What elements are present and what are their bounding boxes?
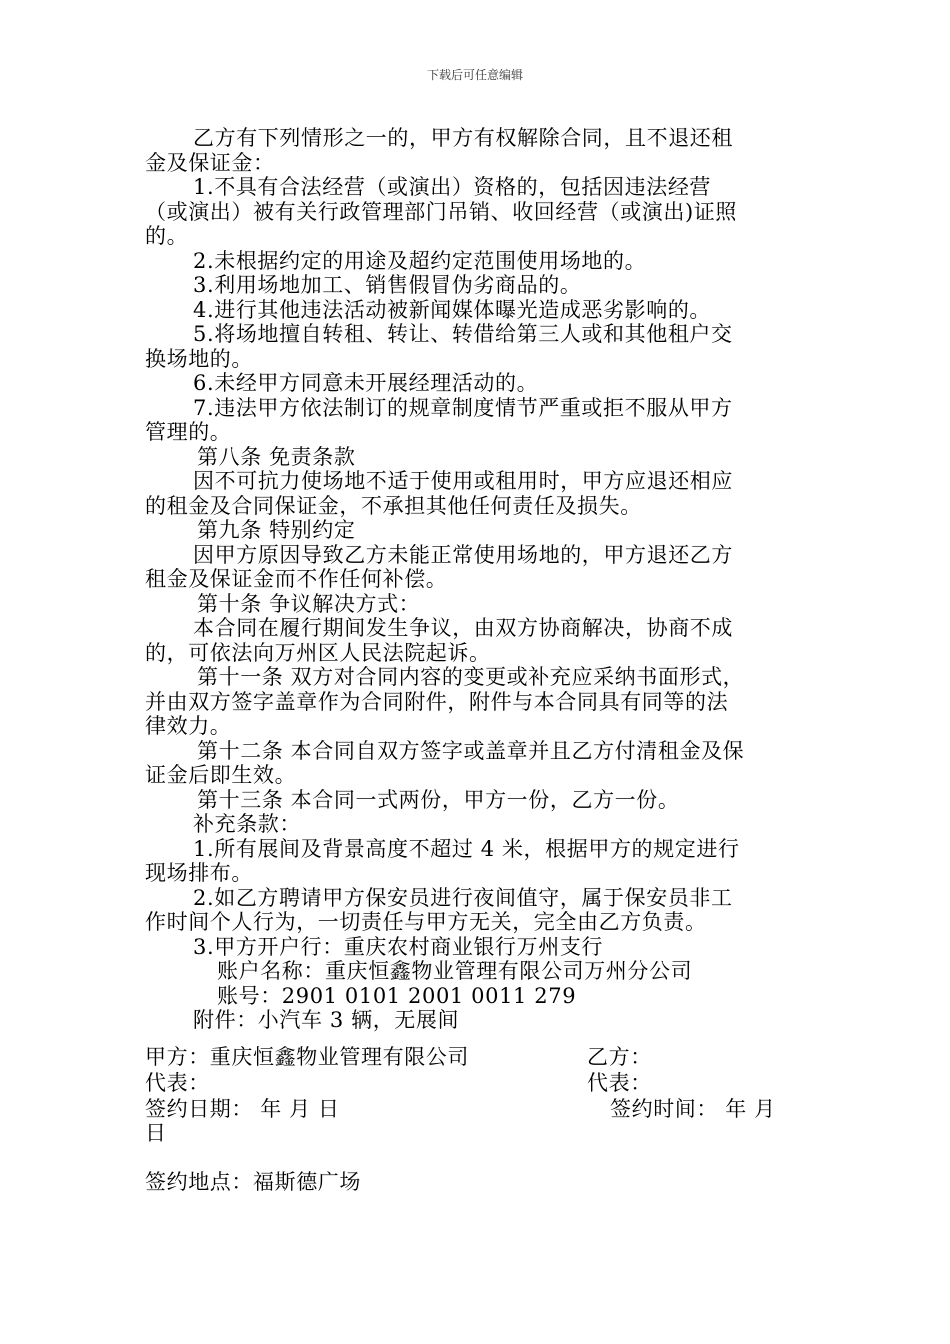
body-line: 租金及保证金而不作任何补偿。 — [145, 567, 448, 591]
body-line: 的租金及合同保证金，不承担其他任何责任及损失。 — [145, 493, 642, 518]
signing-date: 签约日期： 年 月 日 — [145, 1097, 340, 1121]
body-line: 账号：2901 0101 2001 0011 279 — [217, 983, 577, 1008]
signing-place: 签约地点：福斯德广场 — [145, 1170, 361, 1194]
body-line: 第九条 特别约定 — [197, 518, 356, 542]
body-line: 3.利用场地加工、销售假冒伪劣商品的。 — [193, 273, 582, 297]
body-line: 4.进行其他违法活动被新闻媒体曝光造成恶劣影响的。 — [193, 297, 712, 322]
body-line: 7.违法甲方依法制订的规章制度情节严重或拒不服从甲方 — [193, 395, 733, 420]
body-line: 1.不具有合法经营（或演出）资格的，包括因违法经营 — [193, 175, 712, 199]
body-line: 1.所有展间及背景高度不超过 4 米，根据甲方的规定进行 — [193, 836, 740, 861]
body-line: 乙方有下列情形之一的，甲方有权解除合同，且不退还租 — [193, 126, 733, 150]
body-line: 管理的。 — [145, 420, 232, 444]
body-line: 第十二条 本合同自双方签字或盖章并且乙方付清租金及保 — [197, 738, 745, 763]
body-line: 律效力。 — [145, 714, 232, 738]
body-line: 现场排布。 — [145, 861, 253, 885]
body-line: 因不可抗力使场地不适于使用或租用时，甲方应退还相应 — [193, 469, 733, 493]
party-a-label: 甲方：重庆恒鑫物业管理有限公司 — [145, 1045, 469, 1069]
party-b-label: 乙方： — [587, 1045, 652, 1069]
body-line: 补充条款： — [193, 812, 301, 836]
body-line: 6.未经甲方同意未开展经理活动的。 — [193, 371, 539, 395]
body-line: 第十条 争议解决方式： — [197, 591, 421, 616]
body-line: 金及保证金： — [145, 150, 275, 175]
body-line: 附件：小汽车 3 辆，无展间 — [193, 1008, 460, 1032]
body-line: 3.甲方开户行：重庆农村商业银行万州支行 — [193, 934, 604, 959]
body-line: 2.未根据约定的用途及超约定范围使用场地的。 — [193, 248, 647, 273]
body-line: 换场地的。 — [145, 346, 253, 371]
signing-time-continued: 日 — [145, 1121, 167, 1145]
body-line: 5.将场地擅自转租、转让、转借给第三人或和其他租户交 — [193, 322, 733, 346]
body-line: 2.如乙方聘请甲方保安员进行夜间值守，属于保安员非工 — [193, 885, 733, 910]
body-line: 的。 — [145, 224, 189, 248]
body-line: 第十一条 双方对合同内容的变更或补充应采纳书面形式， — [197, 665, 745, 689]
body-line: 账户名称：重庆恒鑫物业管理有限公司万州分公司 — [217, 959, 693, 983]
body-line: 证金后即生效。 — [145, 763, 297, 787]
party-a-representative: 代表： — [145, 1071, 210, 1095]
body-line: （或演出）被有关行政管理部门吊销、收回经营（或演出)证照 — [145, 199, 737, 224]
body-line: 的，可依法向万州区人民法院起诉。 — [145, 640, 491, 665]
body-line: 第八条 免责条款 — [197, 444, 356, 469]
body-line: 并由双方签字盖章作为合同附件，附件与本合同具有同等的法 — [145, 689, 729, 714]
signing-time: 签约时间： 年 月 — [610, 1097, 776, 1121]
body-line: 作时间个人行为，一切责任与甲方无关，完全由乙方负责。 — [145, 910, 707, 934]
body-line: 本合同在履行期间发生争议，由双方协商解决，协商不成 — [193, 616, 733, 640]
body-line: 因甲方原因导致乙方未能正常使用场地的，甲方退还乙方 — [193, 542, 733, 567]
body-line: 第十三条 本合同一式两份，甲方一份，乙方一份。 — [197, 787, 680, 812]
page-header-note: 下载后可任意编辑 — [426, 68, 523, 82]
party-b-representative: 代表： — [587, 1071, 652, 1095]
